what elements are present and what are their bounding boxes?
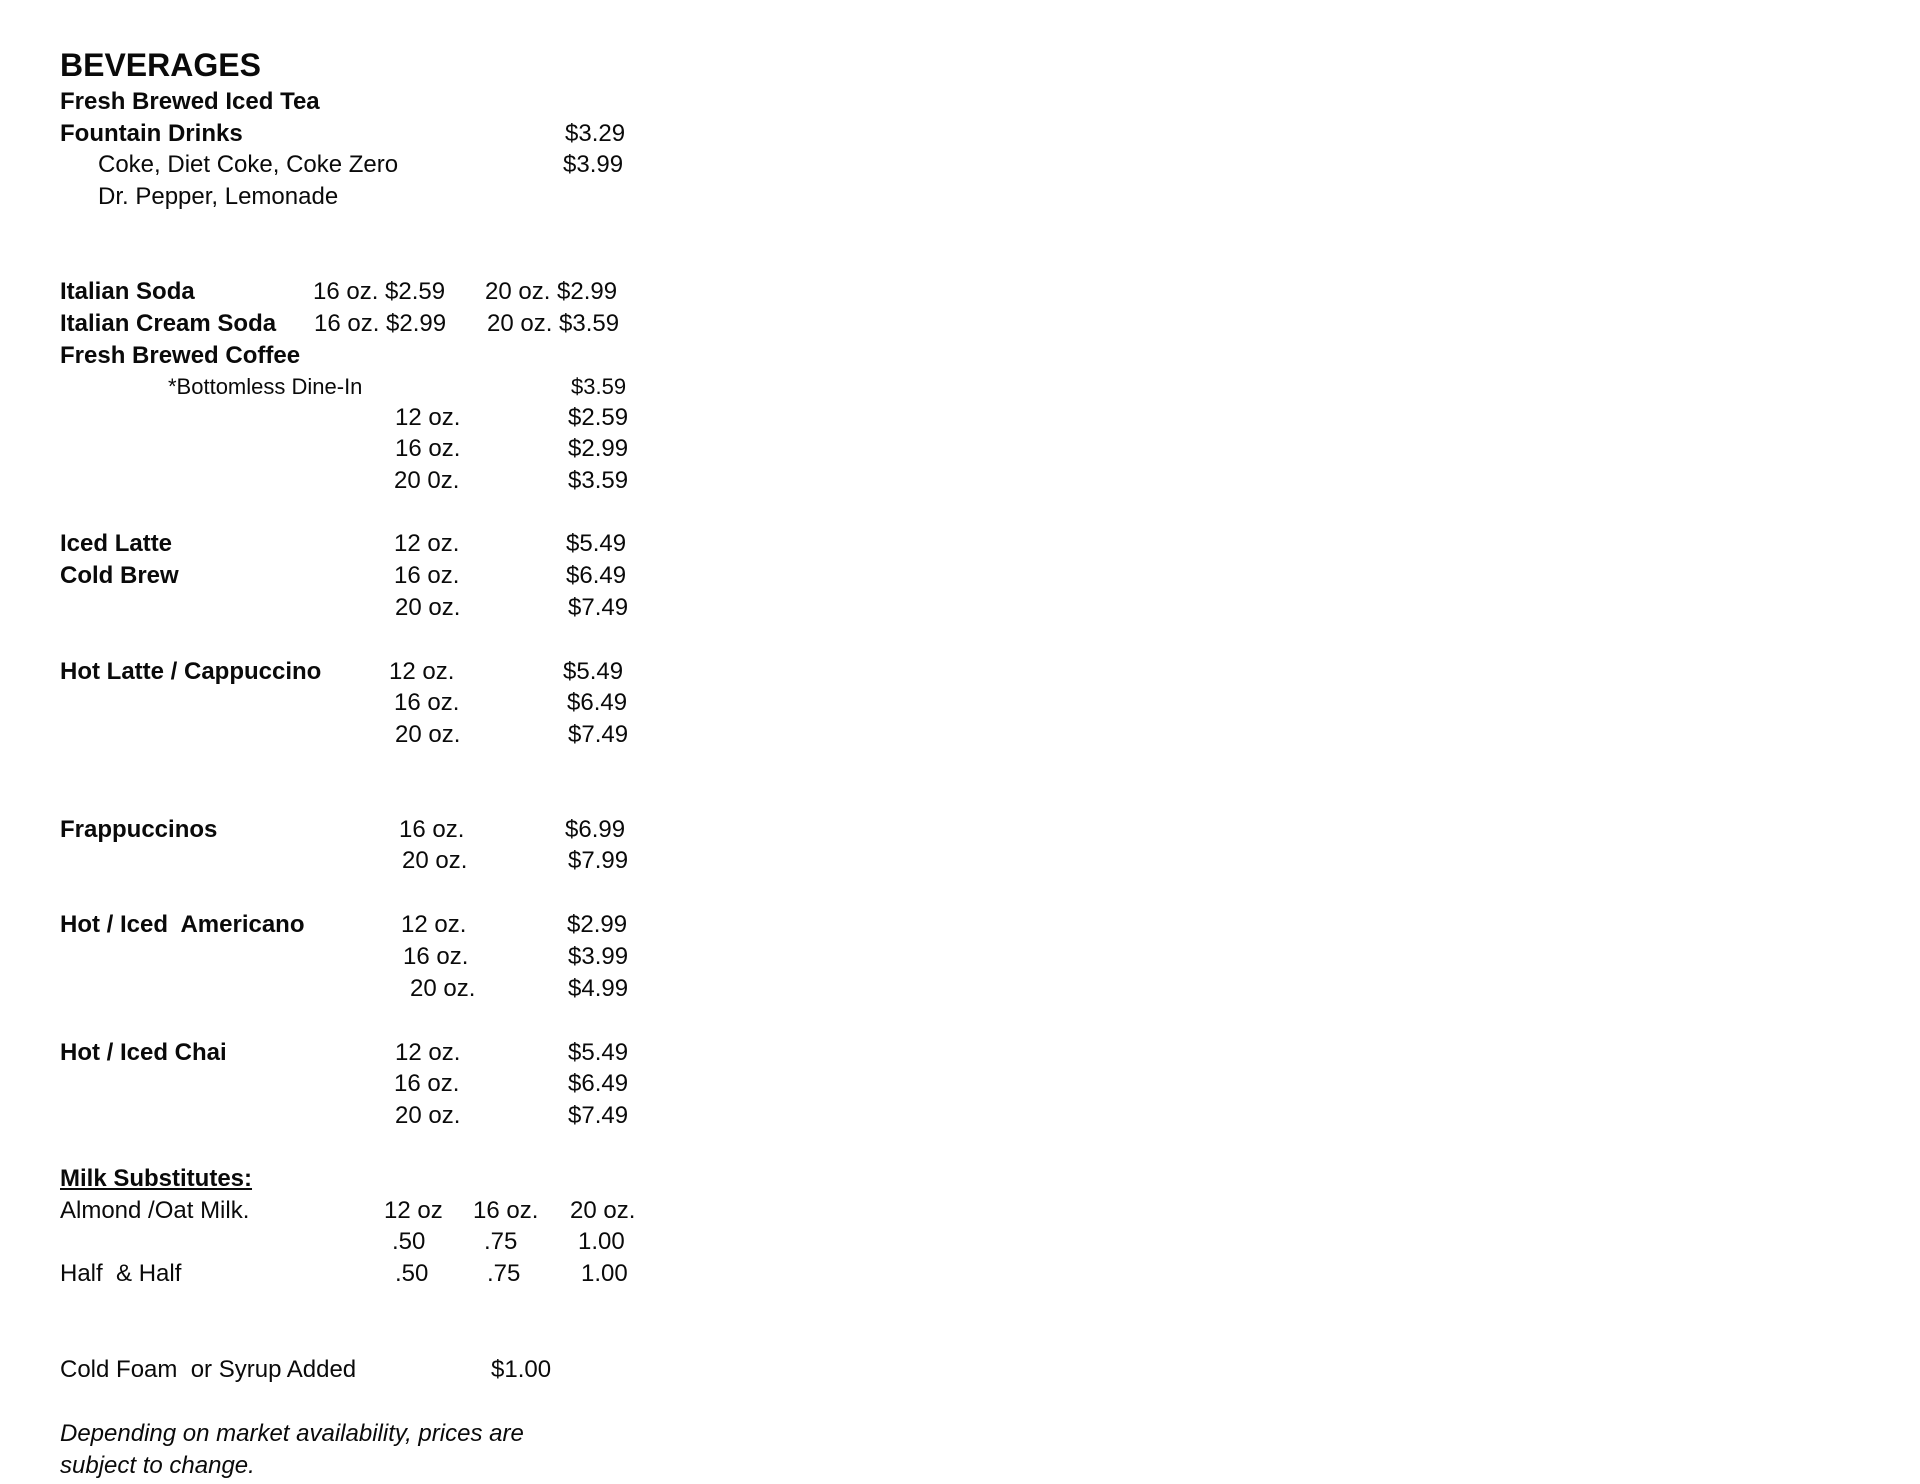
coffee-price: $2.99: [568, 435, 629, 462]
hot-latte-size: 16 oz.: [394, 689, 460, 716]
milk-half-and-half-label: Half & Half: [60, 1260, 182, 1287]
iced-latte-size: 16 oz.: [394, 562, 460, 589]
milk-size-header: 12 oz: [384, 1197, 443, 1224]
americano-price: $2.99: [567, 911, 628, 938]
coffee-size: 20 0z.: [394, 467, 460, 494]
menu-title: BEVERAGES: [60, 47, 261, 83]
italian-soda-20: 20 oz. $2.99: [485, 278, 618, 305]
item-name-iced-latte: Iced Latte: [60, 530, 173, 557]
addon-price: $1.00: [491, 1356, 552, 1383]
chai-price: $5.49: [568, 1039, 629, 1066]
hot-latte-size: 12 oz.: [389, 658, 455, 685]
addon-label: Cold Foam or Syrup Added: [60, 1356, 357, 1383]
almond-oat-price: .50: [392, 1228, 426, 1255]
coffee-size: 16 oz.: [395, 435, 461, 462]
item-name-hot-latte: Hot Latte / Cappuccino: [60, 658, 322, 685]
fountain-flavors-2: Dr. Pepper, Lemonade: [98, 183, 339, 210]
item-name-chai: Hot / Iced Chai: [60, 1039, 227, 1066]
frappuccino-size: 16 oz.: [399, 816, 465, 843]
coffee-size: 12 oz.: [395, 404, 461, 431]
chai-size: 12 oz.: [395, 1039, 461, 1066]
milk-substitutes-heading: Milk Substitutes:: [60, 1165, 253, 1192]
italian-soda-16: 16 oz. $2.59: [313, 278, 446, 305]
item-name-iced-tea: Fresh Brewed Iced Tea: [60, 88, 320, 115]
half-and-half-price: .50: [395, 1260, 429, 1287]
disclaimer-line-2: subject to change.: [60, 1452, 255, 1479]
milk-size-header: 16 oz.: [473, 1197, 539, 1224]
disclaimer-line-1: Depending on market availability, prices are: [60, 1420, 524, 1447]
hot-latte-price: $5.49: [563, 658, 624, 685]
americano-size: 16 oz.: [403, 943, 469, 970]
hot-latte-price: $6.49: [567, 689, 628, 716]
fountain-flavors-1: Coke, Diet Coke, Coke Zero: [98, 151, 399, 178]
chai-price: $6.49: [568, 1070, 629, 1097]
item-name-italian-soda: Italian Soda: [60, 278, 195, 305]
item-name-americano: Hot / Iced Americano: [60, 911, 305, 938]
item-name-fountain-drinks: Fountain Drinks: [60, 120, 243, 147]
iced-latte-size: 20 oz.: [395, 594, 461, 621]
iced-latte-price: $5.49: [566, 530, 627, 557]
item-name-frappuccinos: Frappuccinos: [60, 816, 218, 843]
coffee-price: $3.59: [568, 467, 629, 494]
iced-latte-size: 12 oz.: [394, 530, 460, 557]
fountain-price-2: $3.99: [563, 151, 624, 178]
italian-cream-soda-20: 20 oz. $3.59: [487, 310, 620, 337]
half-and-half-price: .75: [487, 1260, 521, 1287]
iced-latte-price: $6.49: [566, 562, 627, 589]
item-name-italian-cream-soda: Italian Cream Soda: [60, 310, 277, 337]
italian-cream-soda-16: 16 oz. $2.99: [314, 310, 447, 337]
half-and-half-price: 1.00: [581, 1260, 628, 1287]
americano-size: 20 oz.: [410, 975, 476, 1002]
coffee-bottomless-label: *Bottomless Dine-In: [168, 374, 363, 399]
coffee-price: $2.59: [568, 404, 629, 431]
fountain-price-1: $3.29: [565, 120, 626, 147]
chai-size: 20 oz.: [395, 1102, 461, 1129]
chai-price: $7.49: [568, 1102, 629, 1129]
item-name-coffee: Fresh Brewed Coffee: [60, 342, 301, 369]
milk-almond-oat-label: Almond /Oat Milk.: [60, 1197, 250, 1224]
item-name-cold-brew: Cold Brew: [60, 562, 179, 589]
milk-size-header: 20 oz.: [570, 1197, 636, 1224]
almond-oat-price: .75: [484, 1228, 518, 1255]
coffee-bottomless-price: $3.59: [571, 374, 627, 399]
frappuccino-size: 20 oz.: [402, 847, 468, 874]
chai-size: 16 oz.: [394, 1070, 460, 1097]
americano-size: 12 oz.: [401, 911, 467, 938]
hot-latte-size: 20 oz.: [395, 721, 461, 748]
iced-latte-price: $7.49: [568, 594, 629, 621]
frappuccino-price: $6.99: [565, 816, 626, 843]
frappuccino-price: $7.99: [568, 847, 629, 874]
americano-price: $3.99: [568, 943, 629, 970]
hot-latte-price: $7.49: [568, 721, 629, 748]
almond-oat-price: 1.00: [578, 1228, 625, 1255]
americano-price: $4.99: [568, 975, 629, 1002]
